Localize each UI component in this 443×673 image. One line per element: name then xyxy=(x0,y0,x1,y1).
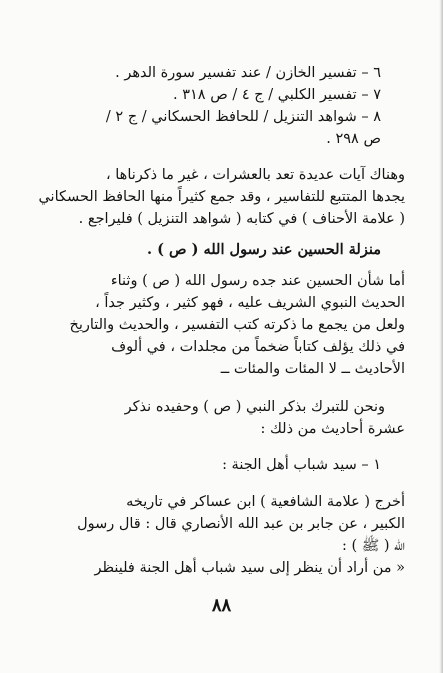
page-number: ٨٨ xyxy=(211,595,232,616)
paragraph1-line1: وهناك آيات عديدة تعد بالعشرات ، غير ما ذكرناها ، xyxy=(105,167,405,183)
paragraph1-line3: ( علامة الأحناف ) في كتابه ( شواهد التنزيل ) فليراجع . xyxy=(78,211,405,227)
reference-line-7: ٧ – تفسير الكلبي / ج ٤ / ص ٣١٨ . xyxy=(173,87,381,103)
reference-line-8: ٨ – شواهد التنزيل / للحافظ الحسكاني / ج ٢ / xyxy=(105,109,381,125)
section-heading: منزلة الحسين عند رسول الله ( ص ) . xyxy=(146,241,381,258)
paragraph2-line4: في ذلك يؤلف كتاباً ضخماً من مجلدات ، في ألوف xyxy=(111,339,405,355)
subheading: ١ – سيد شباب أهل الجنة : xyxy=(222,457,381,473)
paragraph3-line1: ونحن للتبرك بذكر النبي ( ص ) وحفيده نذكر xyxy=(124,399,385,415)
paragraph2-line3: ولعل من يجمع ما ذكرته كتب التفسير ، والحديث والتاريخ xyxy=(69,317,405,333)
paragraph2-line5: الأحاديث ــ لا المئات والمئات ــ xyxy=(220,361,405,377)
page-edge-shadow xyxy=(439,0,443,673)
paragraph2-line1: أما شأن الحسين عند جده رسول الله ( ص ) وثناء xyxy=(110,273,405,289)
paragraph4-line3: الله ( ﷺ ) : xyxy=(342,538,405,554)
reference-line-6: ٦ – تفسير الخازن / عند تفسير سورة الدهر . xyxy=(115,65,381,81)
paragraph4-line1: أخرج ( علامة الشافعية ) ابن عساكر في تاريخه xyxy=(126,494,405,510)
reference-line-8-cont: ص ٢٩٨ . xyxy=(326,131,381,147)
paragraph4-line2: الكبير ، عن جابر بن عبد الله الأنصاري قال : قال رسول xyxy=(77,516,405,532)
paragraph1-line2: يجدها المتتبع للتفاسير ، وقد جمع كثيراً منها الحافظ الحسكاني xyxy=(38,189,405,205)
paragraph3-line2: عشرة أحاديث من ذلك : xyxy=(260,421,405,437)
paragraph4-line4: « من أراد أن ينظر إلى سيد شباب أهل الجنة فلينظر xyxy=(94,560,405,576)
paragraph2-line2: الحديث النبوي الشريف عليه ، فهو كثير ، وكثير جداً ، xyxy=(95,295,405,311)
